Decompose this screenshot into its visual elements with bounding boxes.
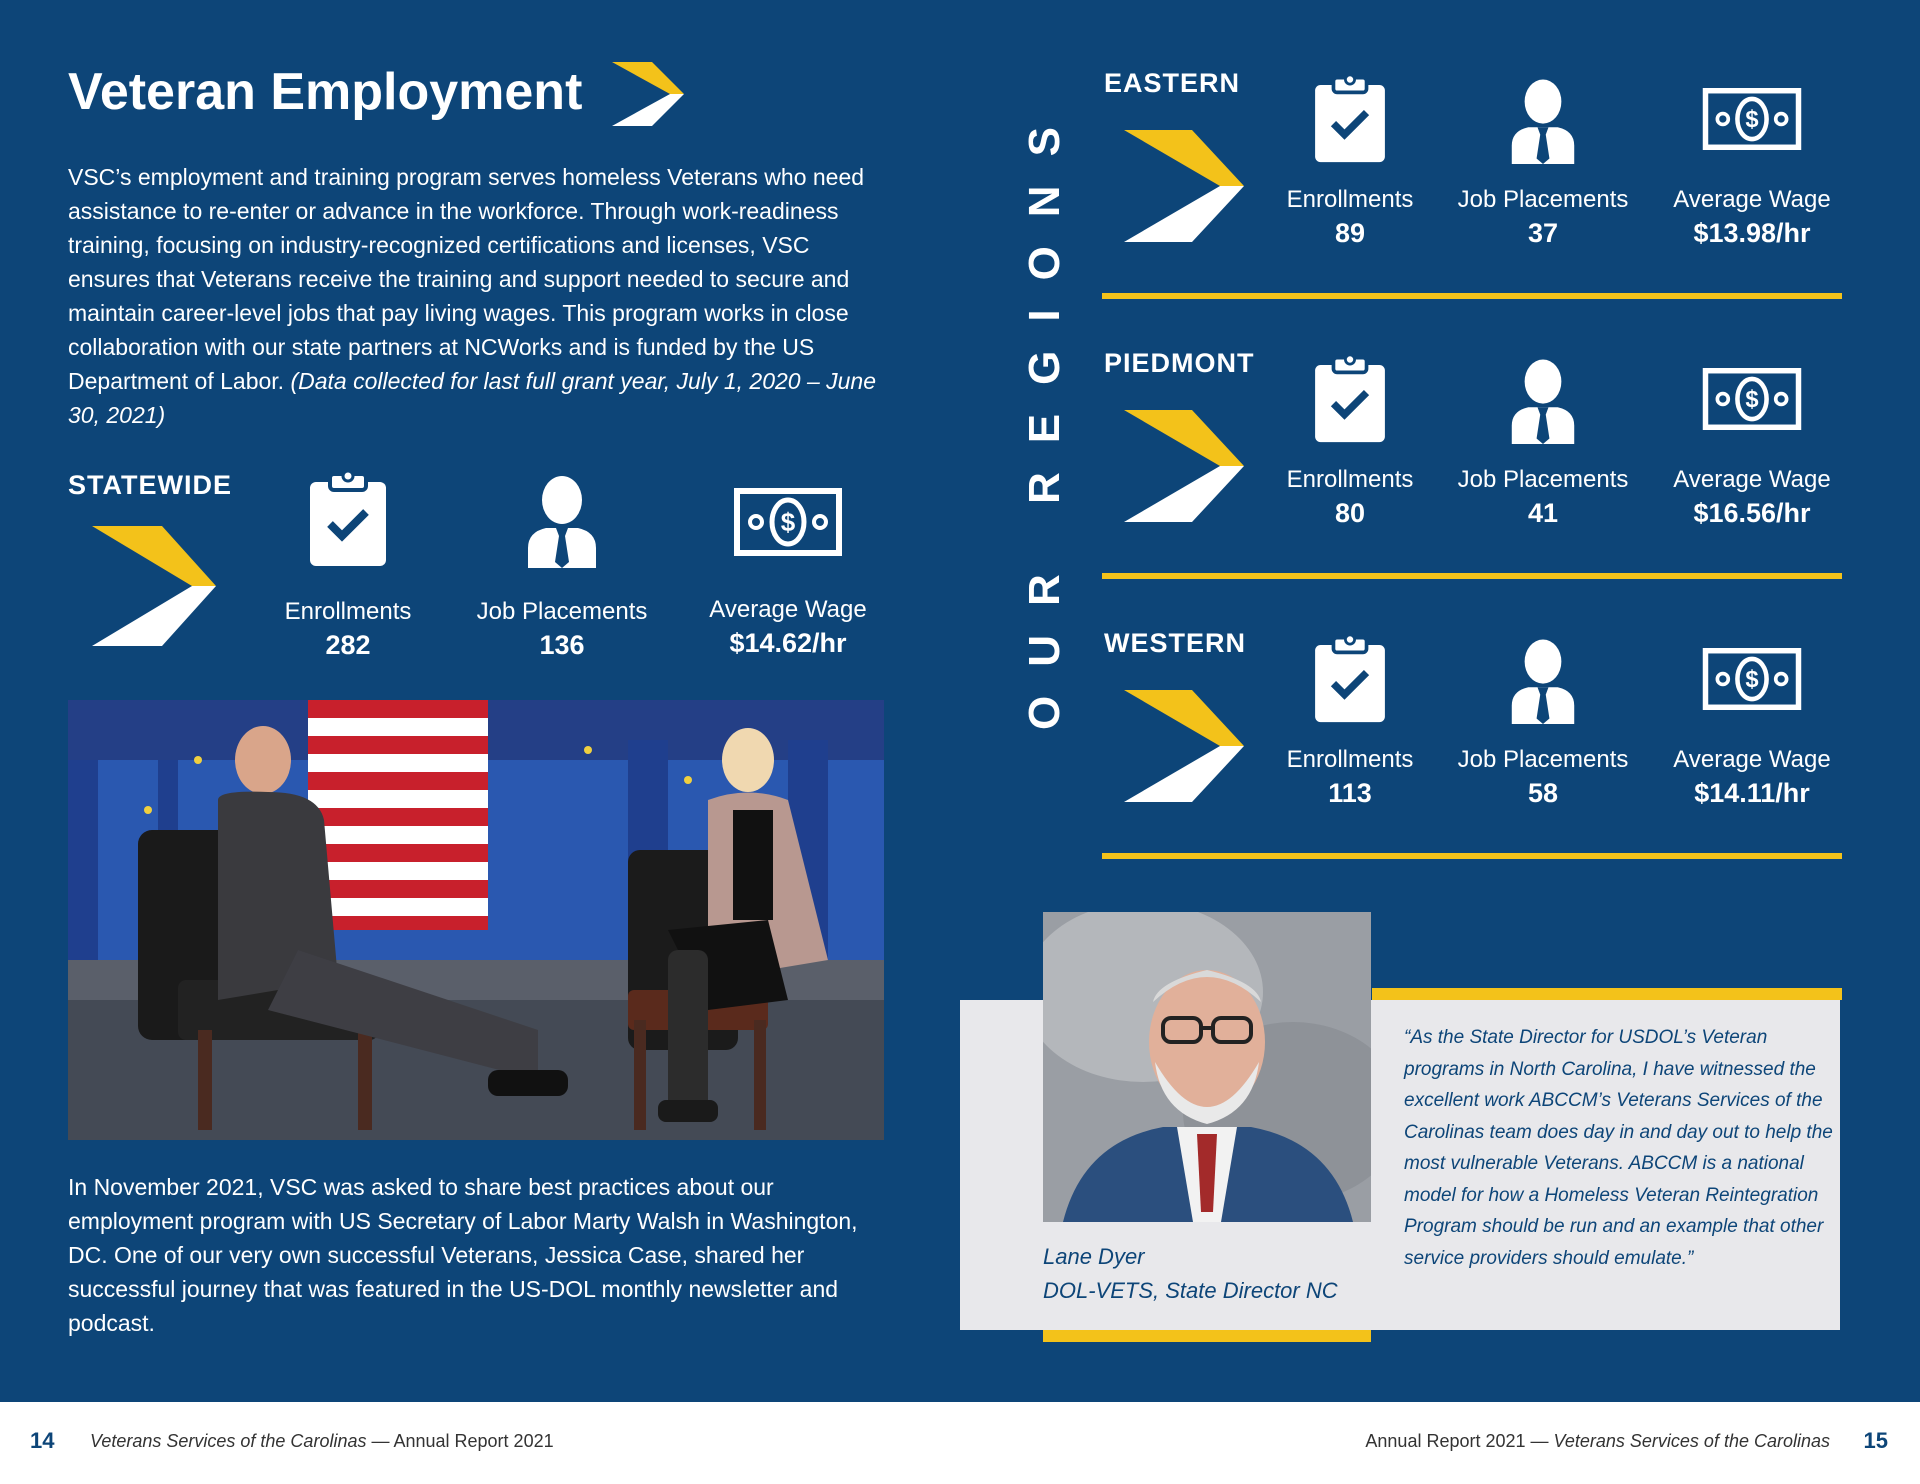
dollar-bill-icon	[1662, 354, 1842, 444]
footer	[0, 1402, 1920, 1484]
stat-label: Job Placements	[1457, 466, 1629, 493]
chevron-icon	[1124, 130, 1244, 247]
stat-value: $16.56/hr	[1693, 498, 1811, 528]
event-photo	[68, 700, 884, 1140]
clipboard-check-icon	[1260, 634, 1440, 724]
region-eastern	[1102, 60, 1842, 340]
chevron-icon	[612, 62, 684, 131]
photo-caption: In November 2021, VSC was asked to share best practices about our employment program with US Secretary of Labor Marty Walsh in Washington, DC. One of our very own successful Veterans, Jessica Case, shared her successful journey that was featured in the US-DOL monthly newsletter and podcast.	[68, 1174, 858, 1336]
stat-value: 37	[1527, 218, 1559, 248]
intro-paragraph	[68, 160, 888, 432]
region-wage	[1662, 634, 1842, 809]
footer-left-rest: — Annual Report 2021	[366, 1431, 554, 1451]
divider	[1102, 853, 1842, 859]
region-piedmont	[1102, 340, 1842, 620]
stat-value: 136	[539, 630, 585, 660]
region-enrollments	[1260, 634, 1440, 809]
author-role: DOL-VETS, State Director NC	[1043, 1278, 1338, 1303]
footer-left-text	[90, 1431, 554, 1452]
org-name: Veterans Services of the Carolinas	[90, 1431, 367, 1451]
dollar-bill-icon	[1662, 634, 1842, 724]
region-enrollments	[1260, 354, 1440, 529]
divider	[1102, 573, 1842, 579]
region-name: WESTERN	[1104, 628, 1246, 658]
stat-label: Enrollments	[1286, 746, 1414, 773]
divider	[1102, 293, 1842, 299]
intro-note: (Data collected for last full grant year, July 1, 2020 – June 30, 2021)	[68, 368, 877, 428]
region-placements	[1453, 634, 1633, 809]
footer-right-rest: Annual Report 2021 —	[1365, 1431, 1554, 1451]
svg-text:$: $	[780, 507, 796, 537]
region-wage	[1662, 354, 1842, 529]
page-title: Veteran Employment	[68, 63, 583, 121]
stat-value: 41	[1527, 498, 1559, 528]
region-enrollments	[1260, 74, 1440, 249]
statewide-label: STATEWIDE	[68, 470, 232, 500]
statewide-enrollments	[258, 470, 438, 661]
stat-value: 58	[1527, 778, 1559, 808]
portrait-photo	[1043, 912, 1371, 1222]
stat-value: $13.98/hr	[1693, 218, 1811, 248]
region-placements	[1453, 354, 1633, 529]
stat-label: Job Placements	[1457, 746, 1629, 773]
clipboard-check-icon	[1260, 354, 1440, 444]
svg-text:$: $	[1745, 387, 1759, 414]
stat-label: Job Placements	[476, 598, 648, 625]
clipboard-check-icon	[258, 470, 438, 568]
page-number-right: 15	[1863, 1428, 1888, 1453]
region-placements	[1453, 74, 1633, 249]
region-name: PIEDMONT	[1104, 348, 1255, 378]
stat-value: $14.62/hr	[729, 628, 847, 658]
our-regions-title: OUR REGIONS	[1020, 98, 1069, 730]
person-tie-icon	[1453, 634, 1633, 724]
stat-label: Average Wage	[1673, 746, 1831, 773]
stat-label: Enrollments	[284, 598, 412, 625]
svg-text:$: $	[1745, 107, 1759, 134]
statewide-placements	[472, 470, 652, 661]
chevron-icon	[1124, 690, 1244, 807]
chevron-icon	[1124, 410, 1244, 527]
statewide-wage	[698, 470, 878, 659]
stat-label: Average Wage	[1673, 186, 1831, 213]
clipboard-check-icon	[1260, 74, 1440, 164]
testimonial-author	[1043, 1240, 1338, 1308]
org-name: Veterans Services of the Carolinas	[1553, 1431, 1830, 1451]
stat-value: 89	[1334, 218, 1366, 248]
intro-text: VSC’s employment and training program serves homeless Veterans who need assistance to re-enter or advance in the workforce. Through work-readiness training, focusing on industry-recognized certifications and licenses, VSC ensures that Veterans receive the training and support needed to secure and maintain career-level jobs that pay living wages. This program works in close collaboration with our state partners at NCWorks and is funded by the US Department of Labor.	[68, 164, 865, 394]
person-tie-icon	[1453, 354, 1633, 444]
person-tie-icon	[1453, 74, 1633, 164]
footer-right-text	[1365, 1431, 1830, 1452]
svg-text:$: $	[1745, 667, 1759, 694]
stat-label: Average Wage	[1673, 466, 1831, 493]
region-wage	[1662, 74, 1842, 249]
accent-bar	[1043, 1330, 1371, 1342]
stat-label: Job Placements	[1457, 186, 1629, 213]
stat-label: Enrollments	[1286, 466, 1414, 493]
author-name: Lane Dyer	[1043, 1244, 1145, 1269]
testimonial-quote: “As the State Director for USDOL’s Veteran programs in North Carolina, I have witnessed the excellent work ABCCM’s Veterans Services of the Carolinas team does day in and day out to help the most vulnerable Veterans. ABCCM is a national model for how a Homeless Veteran Reintegration Program should be run and an example that other service providers should emulate.”	[1404, 1027, 1833, 1269]
stat-value: 282	[325, 630, 371, 660]
region-name: EASTERN	[1104, 68, 1241, 98]
dollar-bill-icon	[698, 470, 878, 566]
stat-value: $14.11/hr	[1694, 778, 1810, 808]
stat-value: 80	[1334, 498, 1366, 528]
stat-label: Enrollments	[1286, 186, 1414, 213]
stat-value: 113	[1328, 778, 1372, 808]
person-tie-icon	[472, 470, 652, 568]
regions-list	[1102, 60, 1842, 900]
page-number-left: 14	[30, 1428, 55, 1453]
accent-bar	[1372, 988, 1842, 1000]
region-western	[1102, 620, 1842, 900]
chevron-icon	[92, 526, 216, 651]
dollar-bill-icon	[1662, 74, 1842, 164]
stat-label: Average Wage	[709, 596, 867, 623]
